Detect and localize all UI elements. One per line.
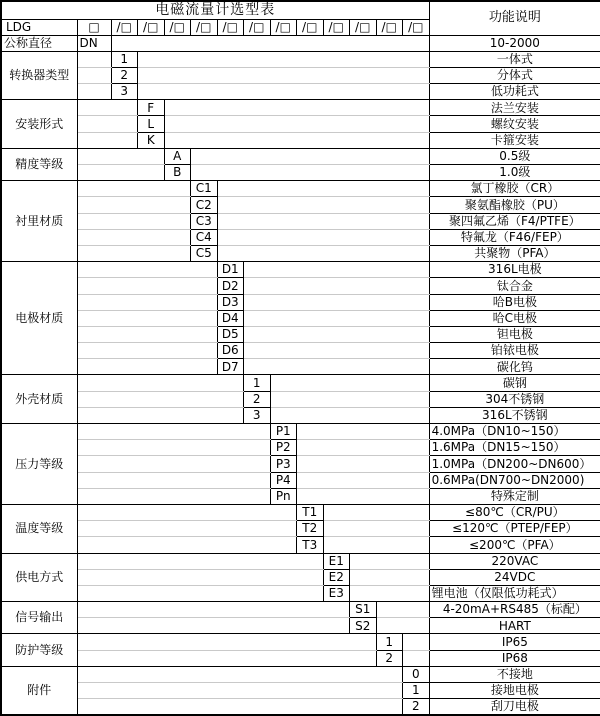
code-cell: S1	[350, 602, 377, 618]
description-cell: 螺纹安装	[429, 116, 600, 132]
spacer-cell	[244, 278, 430, 294]
model-slot-box: /□	[376, 19, 403, 35]
table-title: 电磁流量计选型表	[1, 1, 429, 19]
code-cell: F	[138, 100, 165, 116]
category-temperature-rating: 温度等级	[1, 504, 77, 553]
code-cell: D6	[217, 343, 244, 359]
spacer-cell	[77, 132, 138, 148]
code-cell: B	[164, 165, 191, 181]
spacer-cell	[77, 245, 191, 261]
spacer-cell	[77, 504, 297, 520]
spacer-cell	[244, 310, 430, 326]
model-slot-box: /□	[270, 19, 297, 35]
description-cell: 1.6MPa（DN15~150）	[429, 440, 600, 456]
spacer-cell	[77, 699, 403, 715]
code-cell: C3	[191, 213, 218, 229]
spacer-cell	[77, 650, 376, 666]
spacer-cell	[77, 553, 323, 569]
spacer-cell	[77, 181, 191, 197]
code-cell: P1	[270, 424, 297, 440]
description-cell: ≤120℃（PTEP/FEP）	[429, 521, 600, 537]
model-slot-box: /□	[297, 19, 324, 35]
spacer-cell	[77, 278, 217, 294]
code-cell: C2	[191, 197, 218, 213]
description-cell: 10-2000	[429, 35, 600, 51]
spacer-cell	[77, 666, 403, 682]
spacer-cell	[350, 553, 430, 569]
description-cell: 一体式	[429, 51, 600, 67]
description-cell: 316L电极	[429, 262, 600, 278]
description-cell: ≤200℃（PFA）	[429, 537, 600, 553]
spacer-cell	[77, 456, 270, 472]
description-cell: HART	[429, 618, 600, 634]
code-cell: E1	[323, 553, 350, 569]
spacer-cell	[77, 488, 270, 504]
spacer-cell	[77, 262, 217, 278]
description-cell: 304不锈钢	[429, 391, 600, 407]
description-cell: 220VAC	[429, 553, 600, 569]
spacer-cell	[350, 585, 430, 601]
description-cell: 哈B电极	[429, 294, 600, 310]
spacer-cell	[138, 84, 430, 100]
spacer-cell	[77, 116, 138, 132]
spacer-cell	[77, 229, 191, 245]
code-cell: 3	[111, 84, 138, 100]
spacer-cell	[376, 618, 429, 634]
model-slot-box: /□	[111, 19, 138, 35]
spacer-cell	[403, 650, 430, 666]
spacer-cell	[244, 359, 430, 375]
category-installation-type: 安装形式	[1, 100, 77, 149]
spacer-cell	[77, 424, 270, 440]
spacer-cell	[77, 326, 217, 342]
spacer-cell	[77, 391, 244, 407]
spacer-cell	[217, 229, 429, 245]
spacer-cell	[77, 84, 111, 100]
description-cell: 聚四氟乙烯（F4/PTFE）	[429, 213, 600, 229]
description-cell: 4.0MPa（DN10~150）	[429, 424, 600, 440]
spacer-cell	[244, 343, 430, 359]
spacer-cell	[77, 343, 217, 359]
spacer-cell	[138, 51, 430, 67]
code-cell: 2	[111, 67, 138, 83]
spacer-cell	[164, 100, 429, 116]
description-cell: 低功耗式	[429, 84, 600, 100]
description-cell: 钛合金	[429, 278, 600, 294]
code-cell: 0	[403, 666, 430, 682]
spacer-cell	[77, 440, 270, 456]
description-cell: 0.5级	[429, 148, 600, 164]
description-cell: 共聚物（PFA）	[429, 245, 600, 261]
code-cell: L	[138, 116, 165, 132]
spacer-cell	[77, 51, 111, 67]
spacer-cell	[77, 537, 297, 553]
code-cell: 2	[376, 650, 403, 666]
spacer-cell	[77, 100, 138, 116]
code-cell: K	[138, 132, 165, 148]
spacer-cell	[297, 440, 430, 456]
spacer-cell	[244, 326, 430, 342]
description-cell: 0.6MPa(DN700~DN2000)	[429, 472, 600, 488]
description-cell: 4-20mA+RS485（标配）	[429, 602, 600, 618]
category-accuracy-grade: 精度等级	[1, 148, 77, 180]
spacer-cell	[77, 521, 297, 537]
spacer-cell	[323, 504, 429, 520]
spacer-cell	[297, 456, 430, 472]
spacer-cell	[191, 165, 430, 181]
code-cell: A	[164, 148, 191, 164]
spacer-cell	[270, 407, 429, 423]
category-signal-output: 信号输出	[1, 602, 77, 634]
spacer-cell	[138, 67, 430, 83]
spacer-cell	[77, 602, 350, 618]
spacer-cell	[164, 132, 429, 148]
spacer-cell	[297, 424, 430, 440]
code-cell: D7	[217, 359, 244, 375]
spacer-cell	[77, 213, 191, 229]
spacer-cell	[244, 294, 430, 310]
spacer-cell	[77, 569, 323, 585]
code-cell: Pn	[270, 488, 297, 504]
spacer-cell	[323, 537, 429, 553]
spacer-cell	[270, 391, 429, 407]
category-nominal-diameter: 公称直径	[1, 35, 77, 51]
spacer-cell	[403, 634, 430, 650]
description-cell: 锂电池（仅限低功耗式）	[429, 585, 600, 601]
description-cell: 卡箍安装	[429, 132, 600, 148]
code-cell: DN	[77, 35, 111, 51]
spacer-cell	[77, 67, 111, 83]
code-cell: 1	[376, 634, 403, 650]
spacer-cell	[164, 116, 429, 132]
spacer-cell	[217, 245, 429, 261]
code-cell: D5	[217, 326, 244, 342]
description-cell: 接地电极	[429, 683, 600, 699]
spacer-cell	[77, 294, 217, 310]
code-cell: D2	[217, 278, 244, 294]
spacer-cell	[297, 488, 430, 504]
code-cell: P2	[270, 440, 297, 456]
description-cell: 不接地	[429, 666, 600, 682]
code-cell: T1	[297, 504, 324, 520]
spacer-cell	[77, 683, 403, 699]
spacer-cell	[350, 569, 430, 585]
description-cell: 碳钢	[429, 375, 600, 391]
spacer-cell	[77, 165, 164, 181]
model-slot-box: /□	[350, 19, 377, 35]
spacer-cell	[217, 197, 429, 213]
category-pressure-rating: 压力等级	[1, 424, 77, 505]
description-cell: ≤80℃（CR/PU）	[429, 504, 600, 520]
spacer-cell	[77, 310, 217, 326]
description-cell: 1.0级	[429, 165, 600, 181]
code-cell: T2	[297, 521, 324, 537]
description-cell: 刮刀电极	[429, 699, 600, 715]
code-cell: S2	[350, 618, 377, 634]
function-column-header: 功能说明	[429, 1, 600, 35]
code-cell: 3	[244, 407, 271, 423]
category-protection-grade: 防护等级	[1, 634, 77, 666]
code-cell: D1	[217, 262, 244, 278]
description-cell: 特氟龙（F46/FEP）	[429, 229, 600, 245]
description-cell: 铂铱电极	[429, 343, 600, 359]
description-cell: 特殊定制	[429, 488, 600, 504]
spacer-cell	[77, 585, 323, 601]
description-cell: 24VDC	[429, 569, 600, 585]
model-base-box: □	[77, 19, 111, 35]
description-cell: 聚氨酯橡胶（PU）	[429, 197, 600, 213]
spacer-cell	[77, 618, 350, 634]
code-cell: P3	[270, 456, 297, 472]
spacer-cell	[77, 359, 217, 375]
spacer-cell	[77, 634, 376, 650]
code-cell: C4	[191, 229, 218, 245]
spacer-cell	[270, 375, 429, 391]
code-cell: D3	[217, 294, 244, 310]
code-cell: 1	[403, 683, 430, 699]
code-cell: 2	[244, 391, 271, 407]
code-cell: 1	[111, 51, 138, 67]
model-slot-box: /□	[164, 19, 191, 35]
code-cell: E2	[323, 569, 350, 585]
code-cell: P4	[270, 472, 297, 488]
description-cell: 分体式	[429, 67, 600, 83]
model-slot-box: /□	[217, 19, 244, 35]
spacer-cell	[77, 375, 244, 391]
category-accessories: 附件	[1, 666, 77, 715]
description-cell: 哈C电极	[429, 310, 600, 326]
spacer-cell	[77, 472, 270, 488]
model-slot-box: /□	[191, 19, 218, 35]
category-power-supply: 供电方式	[1, 553, 77, 602]
description-cell: 1.0MPa（DN200~DN600）	[429, 456, 600, 472]
spacer-cell	[244, 262, 430, 278]
code-cell: C5	[191, 245, 218, 261]
code-cell: 1	[244, 375, 271, 391]
description-cell: 氯丁橡胶（CR）	[429, 181, 600, 197]
description-cell: 法兰安装	[429, 100, 600, 116]
spacer-cell	[297, 472, 430, 488]
model-prefix: LDG	[1, 19, 77, 35]
spacer-cell	[217, 181, 429, 197]
category-converter-type: 转换器类型	[1, 51, 77, 100]
description-cell: IP65	[429, 634, 600, 650]
model-slot-box: /□	[323, 19, 350, 35]
spacer-cell	[191, 148, 430, 164]
spacer-cell	[111, 35, 429, 51]
code-cell: T3	[297, 537, 324, 553]
code-cell: D4	[217, 310, 244, 326]
spacer-cell	[376, 602, 429, 618]
spacer-cell	[77, 148, 164, 164]
description-cell: 钽电极	[429, 326, 600, 342]
model-slot-box: /□	[138, 19, 165, 35]
category-housing-material: 外壳材质	[1, 375, 77, 424]
code-cell: E3	[323, 585, 350, 601]
code-cell: 2	[403, 699, 430, 715]
description-cell: IP68	[429, 650, 600, 666]
category-lining-material: 衬里材质	[1, 181, 77, 262]
code-cell: C1	[191, 181, 218, 197]
description-cell: 316L不锈钢	[429, 407, 600, 423]
spacer-cell	[77, 407, 244, 423]
category-electrode-material: 电极材质	[1, 262, 77, 375]
spacer-cell	[77, 197, 191, 213]
spacer-cell	[323, 521, 429, 537]
spacer-cell	[217, 213, 429, 229]
model-slot-box: /□	[244, 19, 271, 35]
model-slot-box: /□	[403, 19, 430, 35]
description-cell: 碳化钨	[429, 359, 600, 375]
